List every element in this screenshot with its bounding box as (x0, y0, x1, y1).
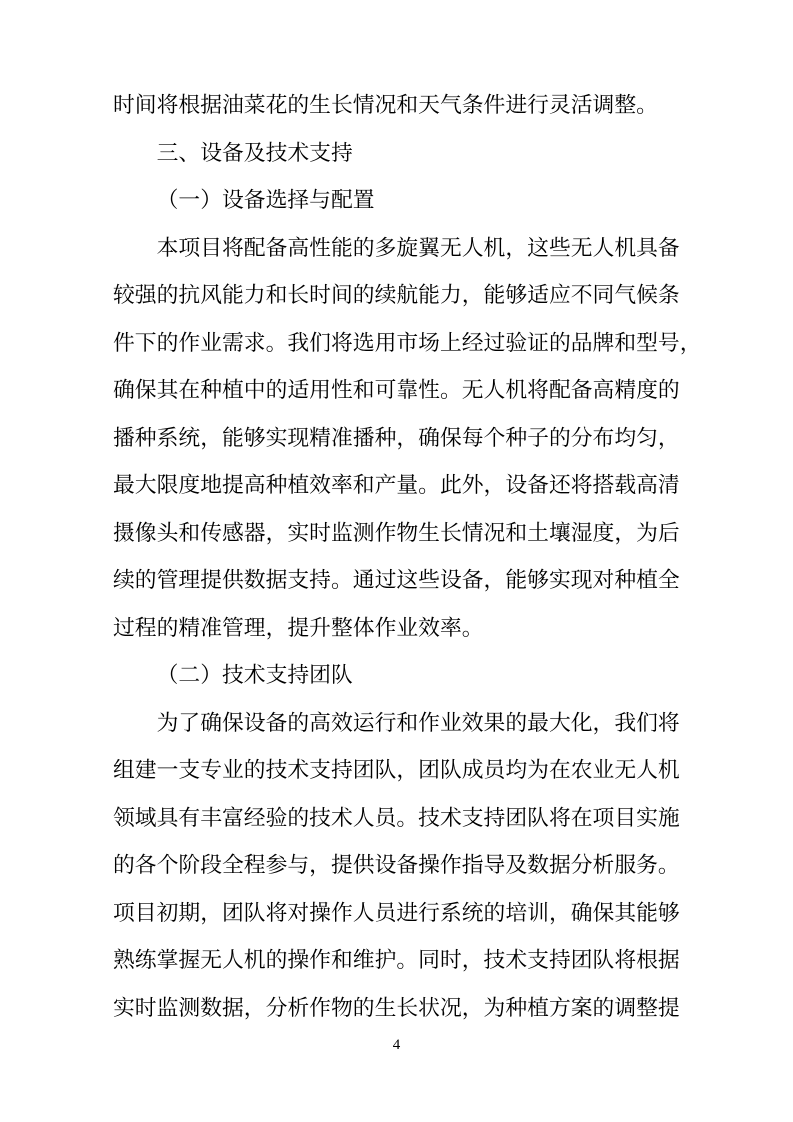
text-line: 本项目将配备高性能的多旋翼无人机，这些无人机具备 (156, 235, 680, 260)
text-line: 时间将根据油菜花的生长情况和天气条件进行灵活调整。 (113, 93, 658, 117)
text-line: 过程的精准管理，提升整体作业效率。 (113, 615, 484, 640)
paragraph-technical-support-team (113, 700, 680, 1033)
text-line: 件下的作业需求。我们将选用市场上经过验证的品牌和型号， (113, 330, 702, 355)
paragraph-equipment-selection (113, 225, 702, 653)
text-line: 项目初期，团队将对操作人员进行系统的培训，确保其能够 (113, 900, 680, 925)
text-line: 熟练掌握无人机的操作和维护。同时，技术支持团队将根据 (113, 948, 680, 972)
heading-subsection-one (113, 177, 680, 225)
text-line: 领域具有丰富经验的技术人员。技术支持团队将在项目实施 (113, 805, 680, 830)
text-line: 实时监测数据，分析作物的生长状况，为种植方案的调整提 (113, 995, 680, 1020)
page-number: 4 (392, 1037, 401, 1053)
text-line: 的各个阶段全程参与，提供设备操作指导及数据分析服务。 (113, 853, 680, 877)
heading-section-three (113, 130, 680, 178)
heading-line: （一）设备选择与配置 (156, 188, 375, 212)
heading-subsection-two (113, 652, 680, 700)
text-line: 续的管理提供数据支持。通过这些设备，能够实现对种植全 (113, 568, 680, 592)
paragraph-intro-continuation (113, 82, 680, 130)
page-footer (0, 1036, 793, 1054)
text-line: 播种系统，能够实现精准播种，确保每个种子的分布均匀， (113, 425, 680, 450)
text-line: 较强的抗风能力和长时间的续航能力，能够适应不同气候条 (113, 283, 680, 307)
text-line: 摄像头和传感器，实时监测作物生长情况和土壤湿度，为后 (113, 520, 680, 545)
text-line: 最大限度地提高种植效率和产量。此外，设备还将搭载高清 (113, 473, 680, 497)
document-body (113, 82, 702, 1032)
heading-line: （二）技术支持团队 (156, 663, 353, 687)
text-line: 确保其在种植中的适用性和可靠性。无人机将配备高精度的 (113, 378, 680, 402)
text-line: 为了确保设备的高效运行和作业效果的最大化，我们将 (156, 710, 680, 735)
heading-line: 三、设备及技术支持 (156, 140, 353, 165)
text-line: 组建一支专业的技术支持团队，团队成员均为在农业无人机 (113, 758, 680, 782)
